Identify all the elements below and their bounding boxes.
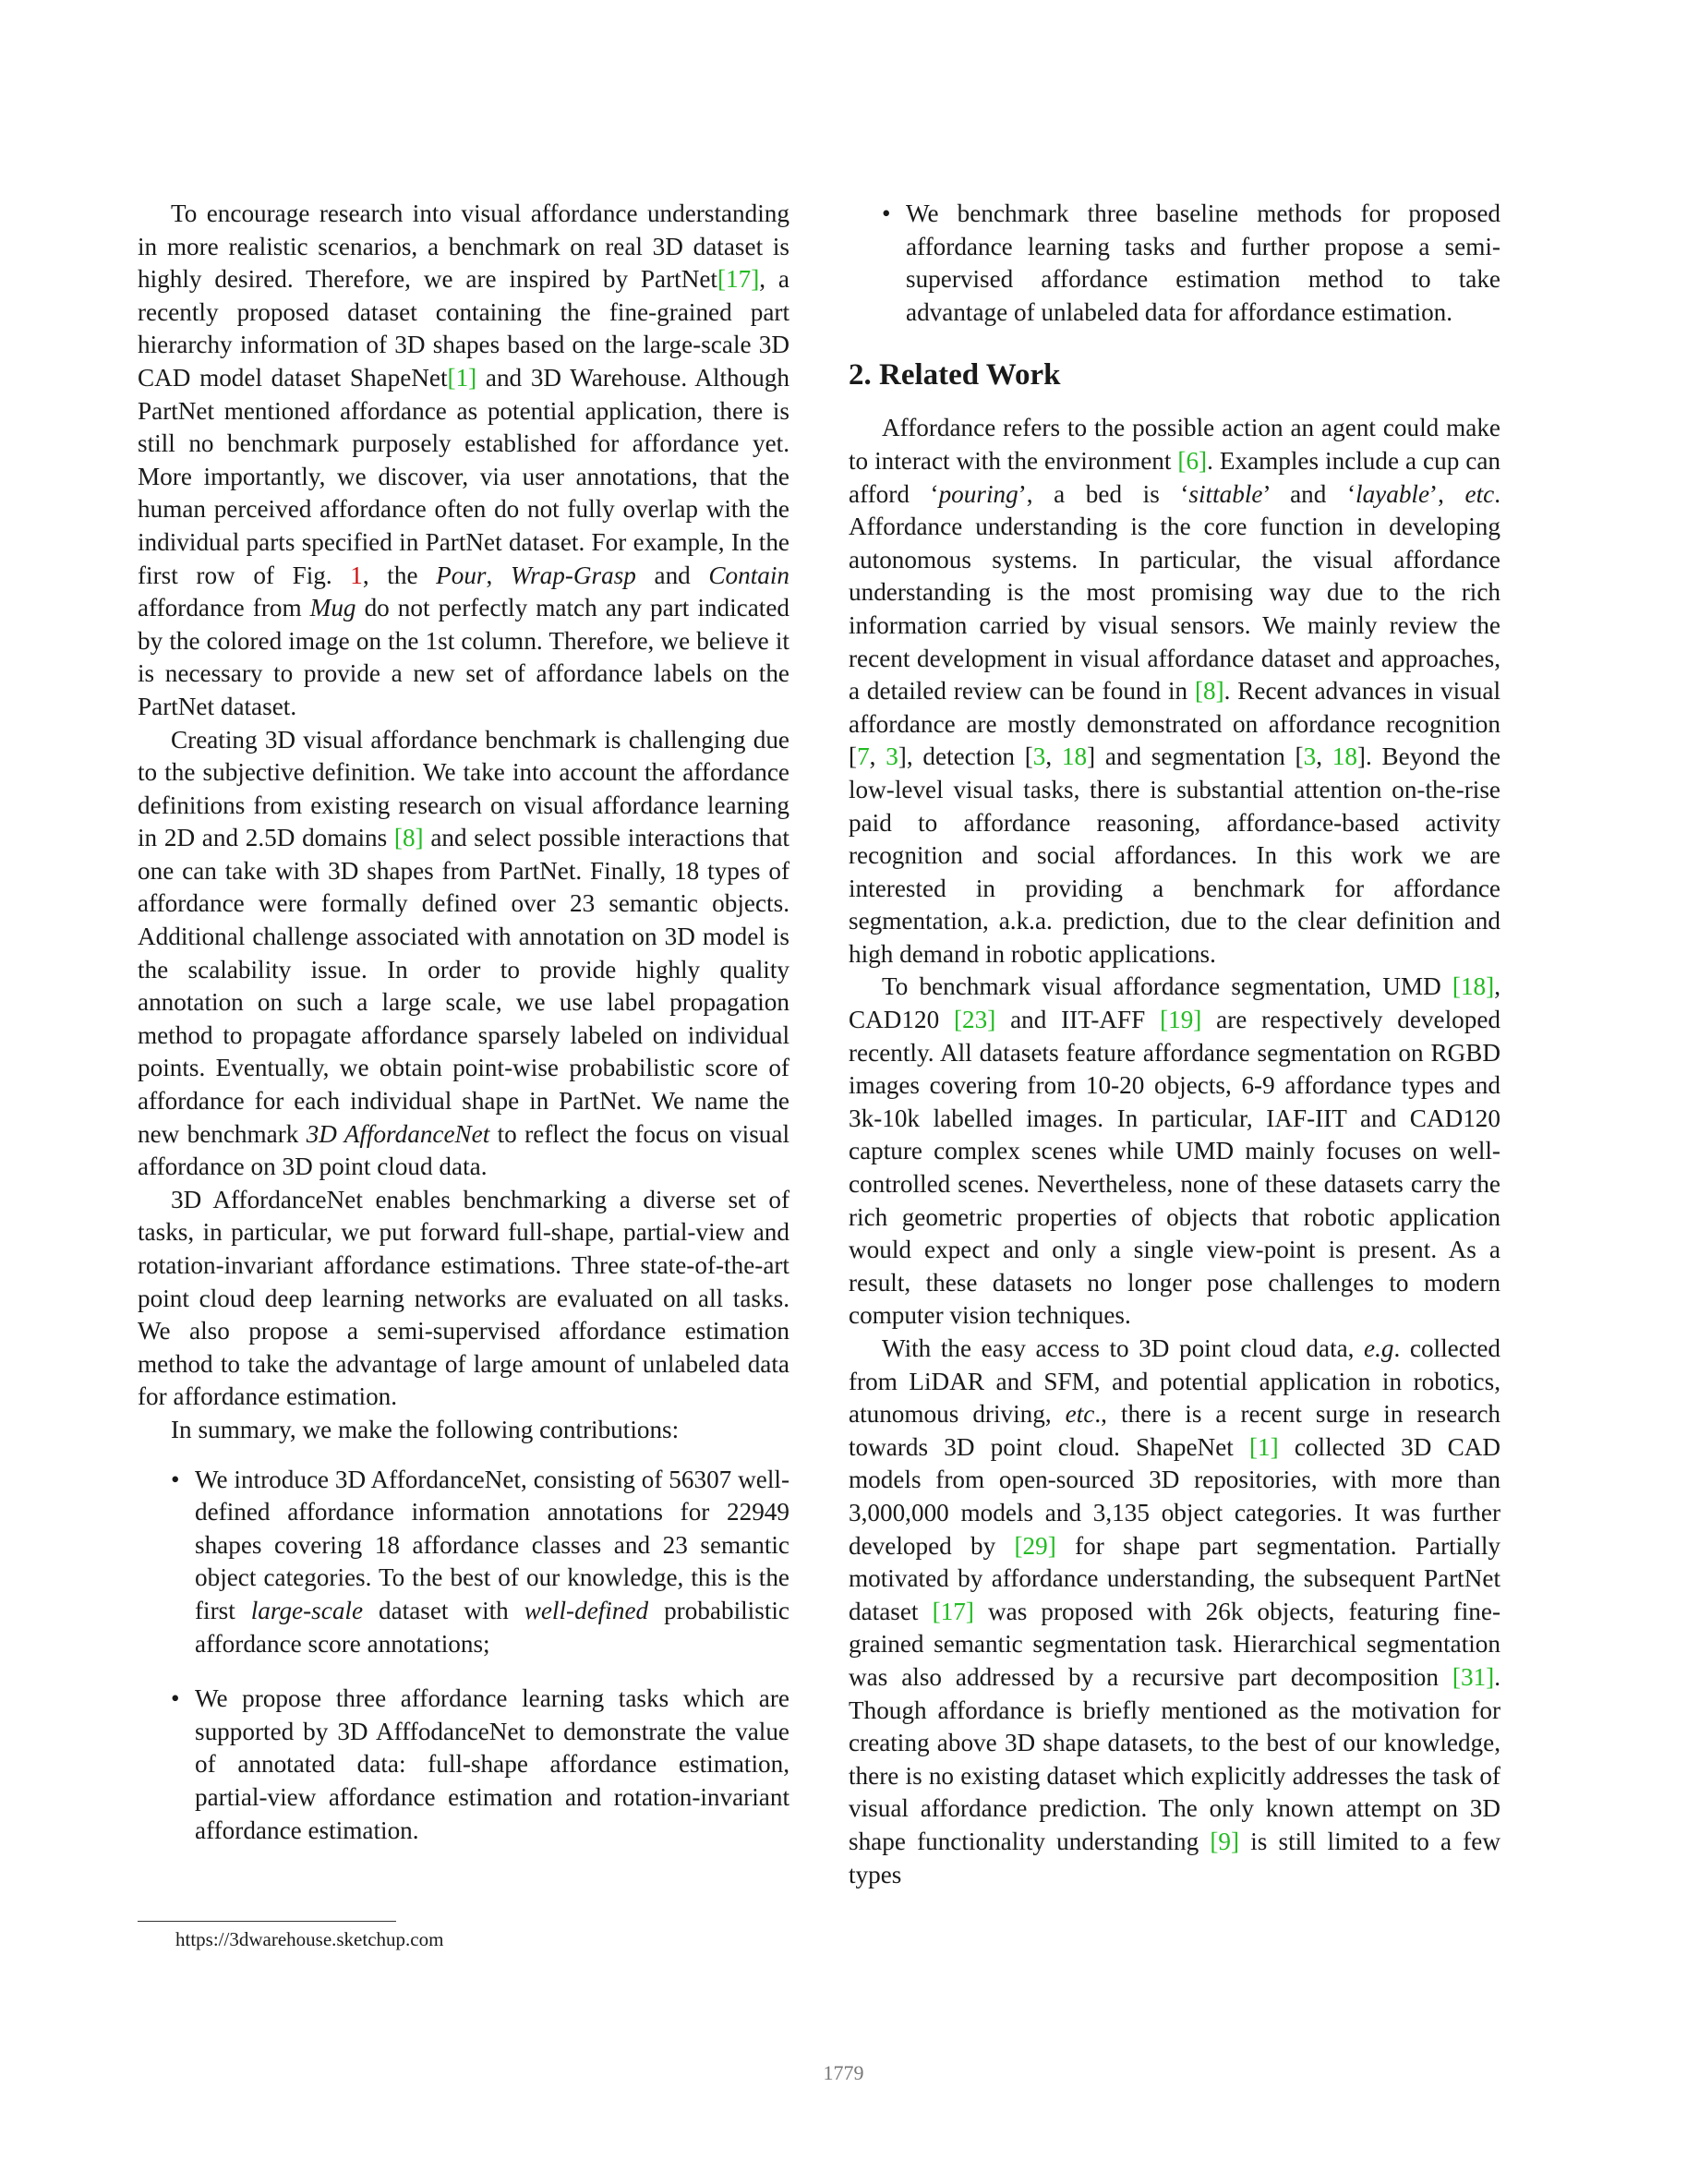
- italic-text: sittable: [1188, 479, 1263, 508]
- contributions-list-continued: [849, 198, 1500, 329]
- related-paragraph-3: [849, 1333, 1500, 1891]
- italic-text: Mug: [309, 594, 356, 622]
- text-run: ’,: [1429, 479, 1465, 508]
- text-run: dataset with: [363, 1596, 524, 1624]
- text-run: probabilistic affordance score annotations;: [195, 1596, 789, 1658]
- citation-link[interactable]: [23]: [953, 1006, 996, 1034]
- text-run: . collected from LiDAR and SFM, and potential application in robotics, atunomous driving,: [849, 1334, 1500, 1429]
- text-run: Creating 3D visual affordance benchmark is challenging due to the subjective definition. We take into account the affordance definitions from existing research on visual affordance learning in 2D and 2.5D domains: [138, 725, 789, 852]
- related-paragraph-2: [849, 971, 1500, 1333]
- text-run: We benchmark three baseline methods for proposed affordance learning tasks and further propose a semi-supervised affordance estimation method to take advantage of unlabeled data for affordance estimation.: [906, 199, 1500, 326]
- intro-paragraph-3: [138, 1184, 789, 1414]
- text-run: , the: [362, 561, 437, 589]
- citation-link[interactable]: [31]: [1452, 1662, 1495, 1691]
- text-run: To benchmark visual affordance segmentation, UMD: [882, 972, 1452, 1001]
- text-run: . Though affordance is briefly mentioned as the motivation for creating above 3D shape datasets, to the best of our knowledge, there is no existing dataset which explicitly addresses the task of visual affordance prediction. The only known attempt on 3D shape functionality understanding: [849, 1662, 1500, 1855]
- text-run: 3D AffordanceNet enables benchmarking a diverse set of tasks, in particular, we put forward full-shape, partial-view and rotation-invariant affordance estimations. Three state-of-the-art point cloud deep learning networks are evaluated on all tasks. We also propose a semi-supervised affordance estimation method to take the advantage of large amount of unlabeled data for affordance estimation.: [138, 1185, 789, 1411]
- text-run: . Recent advances in visual affordance are mostly demonstrated on affordance recognition [: [849, 677, 1500, 771]
- text-run: and 3D Warehouse. Although PartNet mentioned affordance as potential application, there is still no benchmark purposely established for affordance yet. More importantly, we discover, via user annotations, that the human perceived affordance often do not fully overlap with the individual parts specified in PartNet dataset. For example, In the first row of Fig.: [138, 363, 789, 589]
- citation-link[interactable]: [17]: [717, 265, 760, 294]
- text-run: ’, a bed is ‘: [1018, 479, 1189, 508]
- right-column: [849, 198, 1500, 1891]
- citation-link[interactable]: [8]: [393, 824, 424, 852]
- text-run: ’ and ‘: [1262, 479, 1356, 508]
- italic-text: etc: [1464, 479, 1495, 508]
- footnote: https://3dwarehouse.sketchup.com: [175, 1928, 444, 1950]
- citation-link[interactable]: [1]: [447, 363, 477, 392]
- page-number: 1779: [823, 2061, 864, 2084]
- citation-link[interactable]: [8]: [1194, 677, 1224, 706]
- text-run: , CAD120: [849, 972, 1500, 1034]
- figure-reference-link[interactable]: 1: [350, 561, 363, 589]
- text-run: We propose three affordance learning tasks which are supported by 3D AfffodanceNet to demonstrate the value of annotated data: full-shape affordance estimation, partial-view affordance estimation and rotation-invariant affordance estimation.: [195, 1684, 789, 1844]
- citation-link[interactable]: [18]: [1452, 972, 1495, 1001]
- italic-text: pouring: [938, 479, 1018, 508]
- citation-link[interactable]: 18: [1332, 742, 1357, 771]
- section-heading-related-work: 2. Related Work: [849, 358, 1061, 392]
- text-run: for shape part segmentation. Partially motivated by affordance understanding, the subsequent PartNet dataset: [849, 1531, 1500, 1625]
- related-paragraph-1: [849, 412, 1500, 971]
- text-run: ., there is a recent surge in research towards 3D point cloud. ShapeNet: [849, 1400, 1500, 1461]
- intro-paragraph-1: [138, 198, 789, 724]
- text-run: ] and segmentation [: [1087, 742, 1304, 771]
- text-run: ,: [486, 561, 511, 589]
- text-run: do not perfectly match any part indicated by the colored image on the 1st column. Therefore, we believe it is necessary to provide a new set of affordance labels on the PartNet dataset.: [138, 594, 789, 720]
- text-run: to reflect the focus on visual affordance on 3D point cloud data.: [138, 1119, 789, 1181]
- citation-link[interactable]: [17]: [932, 1597, 974, 1625]
- text-run: ,: [1045, 742, 1062, 771]
- intro-paragraph-2: [138, 724, 789, 1184]
- text-run: ,: [1316, 742, 1332, 771]
- text-run: ,: [869, 742, 886, 771]
- contribution-item-1: [171, 1464, 789, 1661]
- italic-text: 3D AffordanceNet: [306, 1119, 490, 1148]
- text-run: and IIT-AFF: [995, 1006, 1161, 1034]
- text-run: We introduce 3D AffordanceNet, consisting of 56307 well-defined affordance information annotations for 22949 shapes covering 18 affordance classes and 23 semantic object categories. To the best of our knowledge, this is the first: [195, 1465, 789, 1624]
- footnote-rule: [138, 1921, 396, 1922]
- citation-link[interactable]: 3: [1303, 742, 1317, 771]
- text-run: and select possible interactions that one can take with 3D shapes from PartNet. Finally, 18 types of affordance were formally defined over 23 semantic objects. Additional challenge associated with annotation on 3D model is the scalability issue. In order to provide highly quality annotation on such a large scale, we use label propagation method to propagate affordance sparsely labeled on individual points. Eventually, we obtain point-wise probabilistic score of affordance for each individual shape in PartNet. We name the new benchmark: [138, 824, 789, 1148]
- italic-text: layable: [1356, 479, 1430, 508]
- citation-link[interactable]: 3: [886, 742, 898, 771]
- citation-link[interactable]: [29]: [1014, 1531, 1056, 1560]
- italic-text: Pour: [436, 561, 487, 589]
- citation-link[interactable]: [6]: [1177, 446, 1208, 475]
- text-run: , a recently proposed dataset containing the fine-grained part hierarchy information of 3D shapes based on the large-scale 3D CAD model dataset ShapeNet: [138, 265, 789, 392]
- text-run: are respectively developed recently. All datasets feature affordance segmentation on RGBD images covering from 10-20 objects, 6-9 affordance types and 3k-10k labelled images. In particular, IAF-IIT and CAD120 capture complex scenes while UMD mainly focuses on well-controlled scenes. Nevertheless, none of these datasets carry the rich geometric properties of objects that robotic application would expect and only a single view-point is present. As a result, these datasets no longer pose challenges to modern computer vision techniques.: [849, 1006, 1500, 1330]
- text-run: . Affordance understanding is the core function in developing autonomous systems. In particular, the visual affordance understanding is the most promising way due to the rich information carried by visual sensors. We mainly review the recent development in visual affordance dataset and approaches, a detailed review can be found in: [849, 479, 1500, 706]
- text-run: In summary, we make the following contributions:: [171, 1415, 680, 1443]
- text-run: To encourage research into visual affordance understanding in more realistic scenarios, a benchmark on real 3D dataset is highly desired. Therefore, we are inspired by PartNet: [138, 199, 789, 294]
- italic-text: Contain: [708, 561, 790, 589]
- citation-link[interactable]: 7: [857, 742, 870, 771]
- text-run: With the easy access to 3D point cloud data,: [882, 1334, 1365, 1362]
- intro-paragraph-4: [138, 1414, 789, 1447]
- text-run: was proposed with 26k objects, featuring fine-grained semantic segmentation task. Hierarchical segmentation was also addressed by a recursive part decomposition: [849, 1597, 1501, 1691]
- italic-text: e.g: [1364, 1334, 1394, 1362]
- contributions-list: [138, 1464, 789, 1848]
- text-run: is still limited to a few types: [849, 1827, 1501, 1888]
- italic-text: etc: [1065, 1400, 1095, 1429]
- contribution-item-2: [171, 1683, 789, 1847]
- citation-link[interactable]: 3: [1032, 742, 1046, 771]
- text-run: collected 3D CAD models from open-sourced 3D repositories, with more than 3,000,000 models and 3,135 object categories. It was further developed by: [849, 1432, 1500, 1560]
- contribution-item-3: [882, 198, 1500, 329]
- text-run: ], detection [: [898, 742, 1033, 771]
- left-column: [138, 198, 789, 1869]
- italic-text: large-scale: [250, 1596, 364, 1624]
- text-run: affordance from: [138, 594, 310, 622]
- citation-link[interactable]: [19]: [1160, 1006, 1202, 1034]
- citation-link[interactable]: [1]: [1249, 1432, 1279, 1461]
- italic-text: well-defined: [524, 1596, 649, 1624]
- text-run: . Examples include a cup can afford ‘: [849, 446, 1500, 508]
- text-run: and: [635, 561, 709, 589]
- citation-link[interactable]: [9]: [1210, 1827, 1240, 1855]
- text-run: ]. Beyond the low-level visual tasks, there is substantial attention on-the-rise paid to affordance reasoning, affordance-based activity recognition and social affordances. In this work we are interested in providing a benchmark for affordance segmentation, a.k.a. prediction, due to the clear definition and high demand in robotic applications.: [849, 742, 1501, 968]
- citation-link[interactable]: 18: [1061, 742, 1088, 771]
- text-run: Affordance refers to the possible action an agent could make to interact with the environment: [849, 414, 1500, 475]
- italic-text: Wrap-Grasp: [510, 561, 636, 589]
